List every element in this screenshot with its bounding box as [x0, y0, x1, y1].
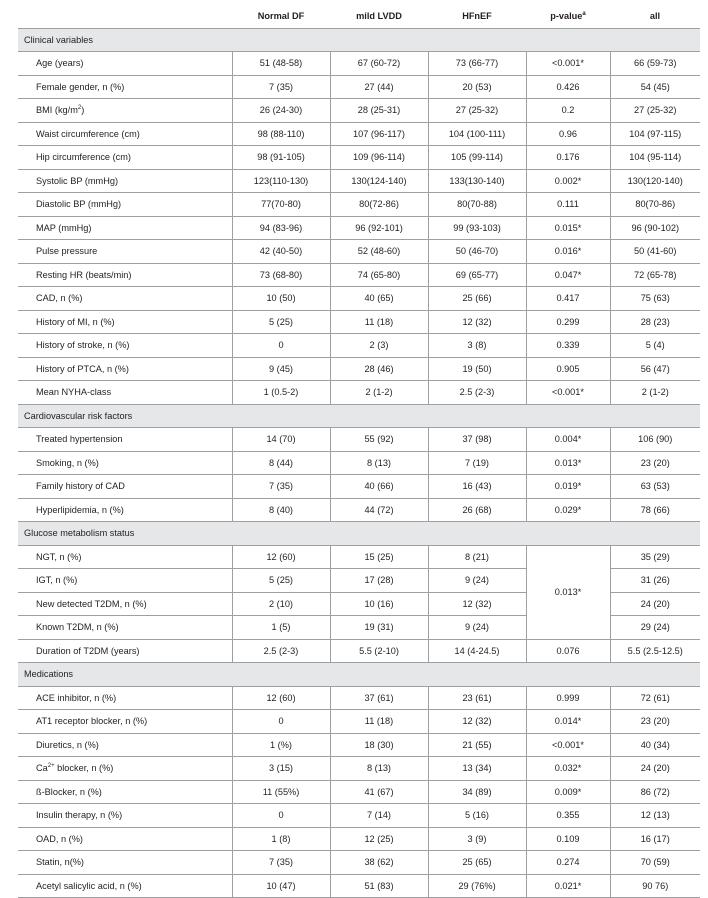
row-label: Diastolic BP (mmHg)	[18, 193, 232, 217]
cell-hfnef: 21 (55)	[428, 733, 526, 757]
table-row	[18, 710, 700, 734]
cell-normal-df: 26 (24-30)	[232, 99, 330, 123]
cell-all: 29 (24)	[610, 616, 700, 640]
cell-all: 90 76)	[610, 874, 700, 898]
row-label: Diuretics, n (%)	[18, 733, 232, 757]
row-label: Acetyl salicylic acid, n (%)	[18, 874, 232, 898]
cell-hfnef: 14 (4-24.5)	[428, 639, 526, 663]
cell-mild-lvdd: 17 (28)	[330, 569, 428, 593]
cell-p-value: 0.111	[526, 193, 610, 217]
cell-hfnef: 3 (8)	[428, 334, 526, 358]
section-title: Medications	[18, 663, 700, 687]
cell-all: 35 (29)	[610, 545, 700, 569]
cell-hfnef: 20 (53)	[428, 75, 526, 99]
header-p-value-footnote: a	[582, 10, 586, 17]
cell-all: 24 (20)	[610, 592, 700, 616]
table-row	[18, 804, 700, 828]
cell-all: 63 (53)	[610, 475, 700, 499]
cell-mild-lvdd: 11 (18)	[330, 310, 428, 334]
cell-hfnef: 25 (66)	[428, 287, 526, 311]
cell-normal-df: 1 (5)	[232, 616, 330, 640]
cell-all: 54 (45)	[610, 75, 700, 99]
cell-p-value: <0.001*	[526, 52, 610, 76]
section-title: Clinical variables	[18, 28, 700, 52]
table-row	[18, 169, 700, 193]
row-label: OAD, n (%)	[18, 827, 232, 851]
cell-hfnef: 12 (32)	[428, 710, 526, 734]
cell-all: 2 (1-2)	[610, 381, 700, 405]
cell-hfnef: 19 (50)	[428, 357, 526, 381]
cell-normal-df: 98 (91-105)	[232, 146, 330, 170]
cell-hfnef: 26 (68)	[428, 498, 526, 522]
cell-all: 70 (59)	[610, 851, 700, 875]
row-label-superscript: 2+	[47, 762, 55, 769]
row-label-text: BMI (kg/m	[36, 105, 78, 115]
table-row	[18, 146, 700, 170]
row-label: IGT, n (%)	[18, 569, 232, 593]
row-label: Age (years)	[18, 52, 232, 76]
cell-mild-lvdd: 12 (25)	[330, 827, 428, 851]
row-label: Duration of T2DM (years)	[18, 639, 232, 663]
cell-p-value: 0.109	[526, 827, 610, 851]
row-label: Statin, n(%)	[18, 851, 232, 875]
cell-p-value: 0.047*	[526, 263, 610, 287]
table-row	[18, 451, 700, 475]
cell-hfnef: 69 (65-77)	[428, 263, 526, 287]
row-label: Waist circumference (cm)	[18, 122, 232, 146]
cell-mild-lvdd: 19 (31)	[330, 616, 428, 640]
table-row	[18, 475, 700, 499]
table-row	[18, 240, 700, 264]
cell-all: 27 (25-32)	[610, 99, 700, 123]
cell-normal-df: 10 (50)	[232, 287, 330, 311]
cell-hfnef: 50 (46-70)	[428, 240, 526, 264]
section-row-meds	[18, 663, 700, 687]
table-row	[18, 733, 700, 757]
cell-hfnef: 9 (24)	[428, 569, 526, 593]
table-row	[18, 357, 700, 381]
cell-mild-lvdd: 41 (67)	[330, 780, 428, 804]
cell-normal-df: 5 (25)	[232, 569, 330, 593]
row-label: Hyperlipidemia, n (%)	[18, 498, 232, 522]
cell-mild-lvdd: 40 (65)	[330, 287, 428, 311]
cell-all: 23 (20)	[610, 710, 700, 734]
cell-hfnef: 29 (76%)	[428, 874, 526, 898]
cell-all: 24 (20)	[610, 757, 700, 781]
cell-hfnef: 13 (34)	[428, 757, 526, 781]
cell-mild-lvdd: 37 (61)	[330, 686, 428, 710]
table-row	[18, 193, 700, 217]
table-row	[18, 99, 700, 123]
table-row	[18, 874, 700, 898]
cell-normal-df: 0	[232, 334, 330, 358]
row-label: History of stroke, n (%)	[18, 334, 232, 358]
cell-all: 78 (66)	[610, 498, 700, 522]
row-label-text-end: blocker, n (%)	[54, 763, 114, 773]
cell-mild-lvdd: 109 (96-114)	[330, 146, 428, 170]
cell-p-value: 0.426	[526, 75, 610, 99]
cell-p-value: 0.2	[526, 99, 610, 123]
cell-normal-df: 2 (10)	[232, 592, 330, 616]
cell-normal-df: 5 (25)	[232, 310, 330, 334]
cell-all: 31 (26)	[610, 569, 700, 593]
row-label	[18, 99, 232, 123]
header-normal-df: Normal DF	[232, 5, 330, 28]
cell-mild-lvdd: 2 (1-2)	[330, 381, 428, 405]
cell-all: 5.5 (2.5-12.5)	[610, 639, 700, 663]
cell-p-value: 0.905	[526, 357, 610, 381]
row-label: History of MI, n (%)	[18, 310, 232, 334]
cell-p-value: 0.009*	[526, 780, 610, 804]
header-empty	[18, 5, 232, 28]
cell-p-value: 0.999	[526, 686, 610, 710]
header-mild-lvdd: mild LVDD	[330, 5, 428, 28]
cell-all: 16 (17)	[610, 827, 700, 851]
cell-p-value: 0.274	[526, 851, 610, 875]
cell-p-value: 0.299	[526, 310, 610, 334]
header-hfnef: HFnEF	[428, 5, 526, 28]
cell-all: 75 (63)	[610, 287, 700, 311]
table-row	[18, 122, 700, 146]
cell-normal-df: 7 (35)	[232, 75, 330, 99]
cell-mild-lvdd: 44 (72)	[330, 498, 428, 522]
cell-p-value-merged: 0.013*	[526, 545, 610, 639]
cell-normal-df: 10 (47)	[232, 874, 330, 898]
cell-p-value: <0.001*	[526, 733, 610, 757]
row-label-superscript: 2	[77, 104, 82, 111]
cell-all: 56 (47)	[610, 357, 700, 381]
cell-normal-df: 3 (15)	[232, 757, 330, 781]
cell-mild-lvdd: 96 (92-101)	[330, 216, 428, 240]
table-header-row	[18, 5, 700, 28]
cell-all: 86 (72)	[610, 780, 700, 804]
cell-mild-lvdd: 10 (16)	[330, 592, 428, 616]
cell-p-value: 0.029*	[526, 498, 610, 522]
cell-all: 50 (41-60)	[610, 240, 700, 264]
cell-hfnef: 12 (32)	[428, 592, 526, 616]
table-row	[18, 851, 700, 875]
baseline-characteristics-table	[18, 5, 700, 898]
cell-mild-lvdd: 51 (83)	[330, 874, 428, 898]
cell-normal-df: 0	[232, 710, 330, 734]
cell-mild-lvdd: 28 (25-31)	[330, 99, 428, 123]
cell-normal-df: 12 (60)	[232, 686, 330, 710]
cell-mild-lvdd: 18 (30)	[330, 733, 428, 757]
cell-mild-lvdd: 107 (96-117)	[330, 122, 428, 146]
table-row	[18, 639, 700, 663]
cell-p-value: 0.015*	[526, 216, 610, 240]
cell-normal-df: 11 (55%)	[232, 780, 330, 804]
section-row-clinical	[18, 28, 700, 52]
cell-mild-lvdd: 130(124-140)	[330, 169, 428, 193]
cell-normal-df: 98 (88-110)	[232, 122, 330, 146]
row-label: Family history of CAD	[18, 475, 232, 499]
table-row	[18, 75, 700, 99]
cell-p-value: 0.417	[526, 287, 610, 311]
section-title: Cardiovascular risk factors	[18, 404, 700, 428]
cell-hfnef: 3 (9)	[428, 827, 526, 851]
table-row	[18, 498, 700, 522]
cell-mild-lvdd: 28 (46)	[330, 357, 428, 381]
header-p-value	[526, 5, 610, 28]
cell-normal-df: 14 (70)	[232, 428, 330, 452]
row-label	[18, 757, 232, 781]
cell-mild-lvdd: 5.5 (2-10)	[330, 639, 428, 663]
table-row	[18, 428, 700, 452]
table-row	[18, 310, 700, 334]
row-label: History of PTCA, n (%)	[18, 357, 232, 381]
cell-p-value: 0.013*	[526, 451, 610, 475]
row-label: Female gender, n (%)	[18, 75, 232, 99]
cell-p-value: 0.021*	[526, 874, 610, 898]
cell-all: 96 (90-102)	[610, 216, 700, 240]
cell-hfnef: 73 (66-77)	[428, 52, 526, 76]
row-label: Mean NYHA-class	[18, 381, 232, 405]
cell-hfnef: 16 (43)	[428, 475, 526, 499]
cell-normal-df: 8 (44)	[232, 451, 330, 475]
cell-normal-df: 0	[232, 804, 330, 828]
cell-normal-df: 42 (40-50)	[232, 240, 330, 264]
cell-normal-df: 73 (68-80)	[232, 263, 330, 287]
cell-mild-lvdd: 38 (62)	[330, 851, 428, 875]
cell-hfnef: 23 (61)	[428, 686, 526, 710]
cell-normal-df: 7 (35)	[232, 851, 330, 875]
row-label: Smoking, n (%)	[18, 451, 232, 475]
cell-hfnef: 105 (99-114)	[428, 146, 526, 170]
row-label: MAP (mmHg)	[18, 216, 232, 240]
table-row	[18, 381, 700, 405]
cell-mild-lvdd: 7 (14)	[330, 804, 428, 828]
header-all: all	[610, 5, 700, 28]
cell-mild-lvdd: 15 (25)	[330, 545, 428, 569]
cell-hfnef: 5 (16)	[428, 804, 526, 828]
cell-normal-df: 1 (%)	[232, 733, 330, 757]
cell-mild-lvdd: 40 (66)	[330, 475, 428, 499]
cell-all: 5 (4)	[610, 334, 700, 358]
cell-all: 72 (65-78)	[610, 263, 700, 287]
row-label: ACE inhibitor, n (%)	[18, 686, 232, 710]
cell-hfnef: 2.5 (2-3)	[428, 381, 526, 405]
cell-all: 28 (23)	[610, 310, 700, 334]
cell-hfnef: 133(130-140)	[428, 169, 526, 193]
cell-all: 130(120-140)	[610, 169, 700, 193]
cell-normal-df: 2.5 (2-3)	[232, 639, 330, 663]
cell-p-value: 0.002*	[526, 169, 610, 193]
cell-normal-df: 1 (8)	[232, 827, 330, 851]
table-row	[18, 827, 700, 851]
cell-hfnef: 34 (89)	[428, 780, 526, 804]
row-label: CAD, n (%)	[18, 287, 232, 311]
header-p-value-label: p-value	[550, 11, 583, 21]
cell-p-value: 0.076	[526, 639, 610, 663]
row-label: Insulin therapy, n (%)	[18, 804, 232, 828]
cell-normal-df: 12 (60)	[232, 545, 330, 569]
row-label: New detected T2DM, n (%)	[18, 592, 232, 616]
cell-all: 106 (90)	[610, 428, 700, 452]
row-label: Resting HR (beats/min)	[18, 263, 232, 287]
cell-hfnef: 104 (100-111)	[428, 122, 526, 146]
cell-normal-df: 77(70-80)	[232, 193, 330, 217]
section-row-cardio	[18, 404, 700, 428]
table-row	[18, 334, 700, 358]
table-row	[18, 780, 700, 804]
row-label: AT1 receptor blocker, n (%)	[18, 710, 232, 734]
cell-all: 12 (13)	[610, 804, 700, 828]
table-row	[18, 263, 700, 287]
cell-mild-lvdd: 27 (44)	[330, 75, 428, 99]
row-label: Pulse pressure	[18, 240, 232, 264]
cell-normal-df: 1 (0.5-2)	[232, 381, 330, 405]
cell-normal-df: 9 (45)	[232, 357, 330, 381]
cell-mild-lvdd: 11 (18)	[330, 710, 428, 734]
cell-p-value: 0.032*	[526, 757, 610, 781]
cell-all: 66 (59-73)	[610, 52, 700, 76]
cell-p-value: 0.176	[526, 146, 610, 170]
cell-normal-df: 123(110-130)	[232, 169, 330, 193]
cell-mild-lvdd: 8 (13)	[330, 757, 428, 781]
section-title: Glucose metabolism status	[18, 522, 700, 546]
cell-p-value: 0.96	[526, 122, 610, 146]
cell-p-value: 0.355	[526, 804, 610, 828]
cell-hfnef: 27 (25-32)	[428, 99, 526, 123]
cell-mild-lvdd: 74 (65-80)	[330, 263, 428, 287]
cell-hfnef: 9 (24)	[428, 616, 526, 640]
row-label: Known T2DM, n (%)	[18, 616, 232, 640]
cell-all: 23 (20)	[610, 451, 700, 475]
cell-p-value: 0.016*	[526, 240, 610, 264]
cell-mild-lvdd: 52 (48-60)	[330, 240, 428, 264]
table-row	[18, 287, 700, 311]
table-row	[18, 545, 700, 569]
cell-all: 40 (34)	[610, 733, 700, 757]
table-row	[18, 216, 700, 240]
cell-mild-lvdd: 2 (3)	[330, 334, 428, 358]
row-label: Systolic BP (mmHg)	[18, 169, 232, 193]
cell-hfnef: 99 (93-103)	[428, 216, 526, 240]
row-label-text-end: )	[81, 105, 85, 115]
cell-p-value: <0.001*	[526, 381, 610, 405]
row-label-text: Ca	[36, 763, 48, 773]
cell-mild-lvdd: 8 (13)	[330, 451, 428, 475]
table-row	[18, 757, 700, 781]
table-row	[18, 686, 700, 710]
cell-hfnef: 8 (21)	[428, 545, 526, 569]
cell-normal-df: 8 (40)	[232, 498, 330, 522]
cell-hfnef: 7 (19)	[428, 451, 526, 475]
cell-all: 72 (61)	[610, 686, 700, 710]
row-label: NGT, n (%)	[18, 545, 232, 569]
cell-normal-df: 94 (83-96)	[232, 216, 330, 240]
table-row	[18, 52, 700, 76]
cell-hfnef: 80(70-88)	[428, 193, 526, 217]
cell-hfnef: 12 (32)	[428, 310, 526, 334]
cell-all: 80(70-86)	[610, 193, 700, 217]
cell-hfnef: 37 (98)	[428, 428, 526, 452]
cell-p-value: 0.004*	[526, 428, 610, 452]
cell-mild-lvdd: 55 (92)	[330, 428, 428, 452]
cell-mild-lvdd: 67 (60-72)	[330, 52, 428, 76]
cell-p-value: 0.019*	[526, 475, 610, 499]
row-label: ß-Blocker, n (%)	[18, 780, 232, 804]
cell-normal-df: 51 (48-58)	[232, 52, 330, 76]
cell-all: 104 (97-115)	[610, 122, 700, 146]
cell-hfnef: 25 (65)	[428, 851, 526, 875]
cell-all: 104 (95-114)	[610, 146, 700, 170]
section-row-glucose	[18, 522, 700, 546]
cell-normal-df: 7 (35)	[232, 475, 330, 499]
cell-p-value: 0.339	[526, 334, 610, 358]
row-label: Treated hypertension	[18, 428, 232, 452]
cell-p-value: 0.014*	[526, 710, 610, 734]
row-label: Hip circumference (cm)	[18, 146, 232, 170]
cell-mild-lvdd: 80(72-86)	[330, 193, 428, 217]
